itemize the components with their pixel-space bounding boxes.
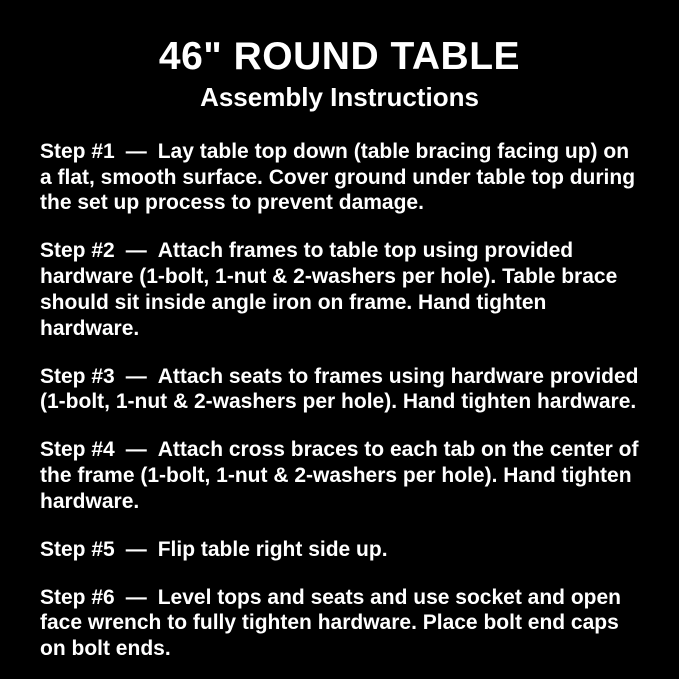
step-5-separator: — [125, 537, 147, 561]
step-3-text: Attach seats to frames using hardware provided (1-bolt, 1-nut & 2-washers per hole). Hand tighten hardware. [40, 364, 639, 414]
step-4-separator: — [125, 438, 147, 462]
step-6-label: Step #6 [40, 585, 115, 609]
step-1-label: Step #1 [40, 139, 115, 163]
step-6-text: Level tops and seats and use socket and open face wrench to fully tighten hardware. Place bolt end caps on bolt ends. [40, 585, 622, 661]
step-5-text: Flip table right side up. [157, 537, 388, 561]
step-3 [40, 364, 641, 416]
page-title: 46" ROUND TABLE [158, 35, 521, 78]
step-5 [40, 537, 641, 563]
step-4 [40, 437, 641, 514]
step-2-label: Step #2 [40, 239, 115, 263]
step-1-separator: — [125, 139, 147, 163]
step-4-text: Attach cross braces to each tab on the center of the frame (1-bolt, 1-nut & 2-washers per hole). Hand tighten hardware. [40, 438, 639, 513]
step-1 [40, 139, 641, 216]
step-2-separator: — [125, 239, 147, 263]
step-3-separator: — [125, 364, 147, 388]
step-4-label: Step #4 [40, 438, 115, 462]
step-2-text: Attach frames to table top using provided hardware (1-bolt, 1-nut & 2-washers per hole). Table brace should sit inside angle iron on frame. Hand tighten hardware. [40, 239, 618, 340]
step-5-label: Step #5 [40, 537, 115, 561]
step-1-text: Lay table top down (table bracing facing up) on a flat, smooth surface. Cover ground under table top during the set up process to prevent damage. [40, 139, 636, 215]
steps-list [0, 139, 679, 662]
step-6-separator: — [125, 585, 147, 609]
step-3-label: Step #3 [40, 364, 115, 388]
step-2 [40, 238, 641, 341]
step-6 [40, 585, 641, 662]
page-subtitle: Assembly Instructions [200, 81, 479, 112]
